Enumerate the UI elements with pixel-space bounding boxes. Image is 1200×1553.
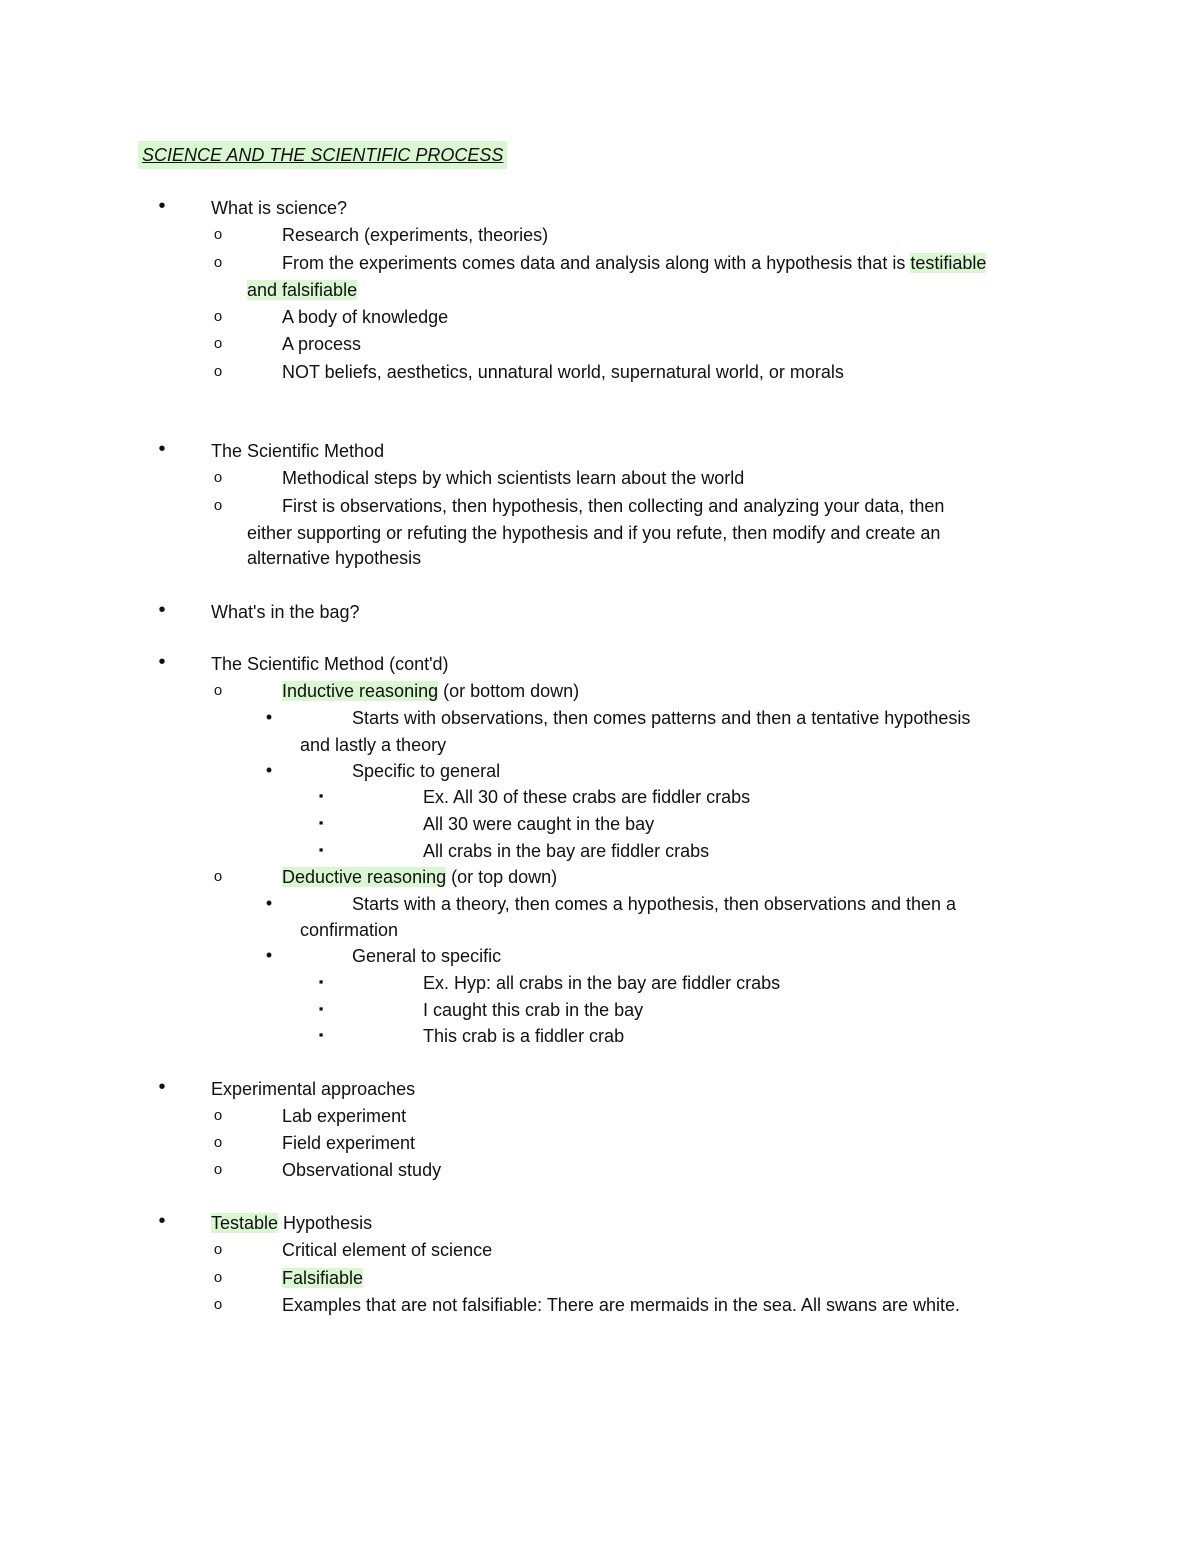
- list-item: Starts with observations, then comes patterns and then a tentative hypothesis: [352, 708, 971, 728]
- list-item: First is observations, then hypothesis, then collecting and analyzing your data, then: [282, 496, 945, 516]
- list-item-text: From the experiments comes data and analysis along with a hypothesis that is: [282, 253, 906, 273]
- list-item-continuation: [247, 277, 357, 303]
- bullet-l1: •: [158, 651, 166, 673]
- list-item: Lab experiment: [282, 1106, 407, 1126]
- bullet-l2: o: [213, 308, 223, 325]
- section-heading-bag: What's in the bag?: [211, 602, 360, 622]
- highlight-falsifiable-item: Falsifiable: [282, 1268, 364, 1288]
- bullet-l1: •: [158, 1076, 166, 1098]
- bullet-l1: •: [158, 195, 166, 217]
- list-item: NOT beliefs, aesthetics, unnatural world, supernatural world, or morals: [282, 362, 844, 382]
- bullet-l2: o: [213, 226, 223, 243]
- section-heading-scientific-method: The Scientific Method: [211, 441, 385, 461]
- bullet-l2: o: [213, 1134, 223, 1151]
- list-item: [282, 678, 579, 704]
- list-item-text: (or bottom down): [438, 681, 580, 701]
- list-item-continuation: confirmation: [300, 920, 399, 940]
- bullet-l3: •: [265, 893, 273, 913]
- list-item: Field experiment: [282, 1133, 416, 1153]
- document-title: SCIENCE AND THE SCIENTIFIC PROCESS: [138, 141, 507, 169]
- bullet-l4: ▪: [318, 815, 324, 830]
- list-item: All crabs in the bay are fiddler crabs: [423, 841, 710, 861]
- list-item: Observational study: [282, 1160, 442, 1180]
- list-item: Research (experiments, theories): [282, 225, 549, 245]
- list-item: Examples that are not falsifiable: There are mermaids in the sea. All swans are white.: [282, 1295, 960, 1315]
- bullet-l3: •: [265, 760, 273, 780]
- list-item: A process: [282, 334, 362, 354]
- bullet-l1: •: [158, 599, 166, 621]
- list-item-continuation: either supporting or refuting the hypothesis and if you refute, then modify and create an: [247, 523, 941, 543]
- bullet-l2: o: [213, 1296, 223, 1313]
- list-item: [282, 1265, 363, 1291]
- bullet-l1: •: [158, 1210, 166, 1232]
- section-heading-experimental: Experimental approaches: [211, 1079, 416, 1099]
- bullet-l2: o: [213, 497, 223, 514]
- bullet-l4: ▪: [318, 974, 324, 989]
- list-item: [282, 864, 557, 890]
- bullet-l4: ▪: [318, 1001, 324, 1016]
- list-item: All 30 were caught in the bay: [423, 814, 655, 834]
- bullet-l2: o: [213, 1269, 223, 1286]
- list-item: I caught this crab in the bay: [423, 1000, 644, 1020]
- bullet-l4: ▪: [318, 1027, 324, 1042]
- highlight-falsifiable: and falsifiable: [247, 280, 358, 300]
- bullet-l2: o: [213, 1161, 223, 1178]
- bullet-l4: ▪: [318, 788, 324, 803]
- list-item: Ex. Hyp: all crabs in the bay are fiddler crabs: [423, 973, 781, 993]
- list-item: Specific to general: [352, 761, 501, 781]
- bullet-l2: o: [213, 363, 223, 380]
- bullet-l2: o: [213, 469, 223, 486]
- heading-text: Hypothesis: [278, 1213, 373, 1233]
- bullet-l1: •: [158, 438, 166, 460]
- highlight-deductive: Deductive reasoning: [282, 867, 447, 887]
- list-item-text: (or top down): [446, 867, 558, 887]
- bullet-l2: o: [213, 868, 223, 885]
- bullet-l4: ▪: [318, 842, 324, 857]
- bullet-l2: o: [213, 254, 223, 271]
- highlight-testable: Testable: [211, 1213, 279, 1233]
- highlight-inductive: Inductive reasoning: [282, 681, 439, 701]
- bullet-l2: o: [213, 335, 223, 352]
- list-item-continuation: alternative hypothesis: [247, 548, 422, 568]
- list-item: A body of knowledge: [282, 307, 449, 327]
- bullet-l2: o: [213, 1107, 223, 1124]
- list-item: Methodical steps by which scientists learn about the world: [282, 468, 745, 488]
- list-item: Starts with a theory, then comes a hypothesis, then observations and then a: [352, 894, 957, 914]
- bullet-l2: o: [213, 1241, 223, 1258]
- list-item-continuation: and lastly a theory: [300, 735, 447, 755]
- section-heading-scientific-method-contd: The Scientific Method (cont'd): [211, 654, 449, 674]
- bullet-l3: •: [265, 945, 273, 965]
- section-heading-testable: [211, 1210, 372, 1236]
- list-item: Critical element of science: [282, 1240, 493, 1260]
- bullet-l2: o: [213, 682, 223, 699]
- list-item: [282, 250, 986, 276]
- list-item: Ex. All 30 of these crabs are fiddler crabs: [423, 787, 751, 807]
- list-item: General to specific: [352, 946, 502, 966]
- bullet-l3: •: [265, 707, 273, 727]
- list-item: This crab is a fiddler crab: [423, 1026, 625, 1046]
- section-heading-what-is-science: What is science?: [211, 198, 348, 218]
- highlight-testifiable: testifiable: [910, 253, 987, 273]
